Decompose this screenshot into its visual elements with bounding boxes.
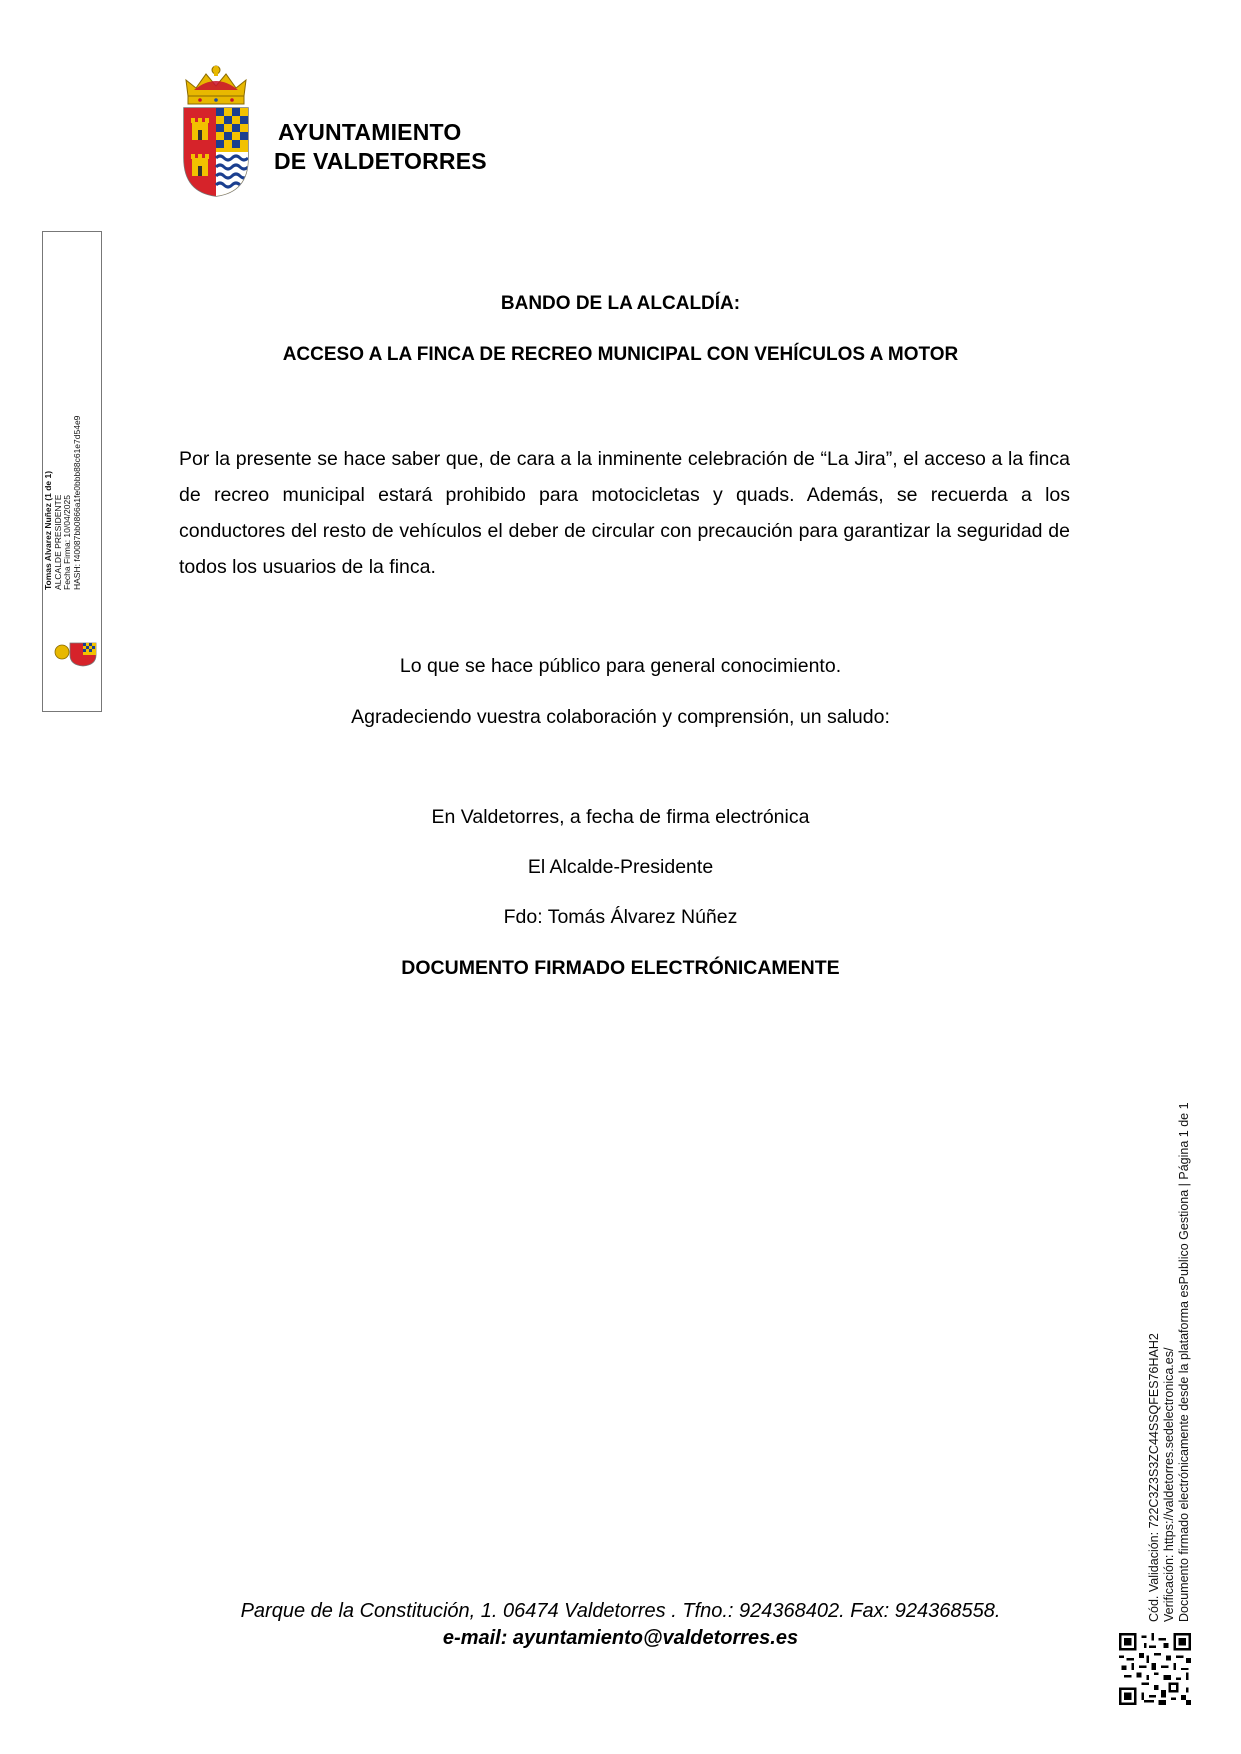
verification-block [1147,1102,1199,1622]
coat-of-arms-icon [180,62,252,198]
signature-date: Fecha Firma: 10/04/2025 [62,495,72,590]
closing-line-2: Agradeciendo vuestra colaboración y comprensión, un saludo: [351,706,890,728]
signed-notice: DOCUMENTO FIRMADO ELECTRÓNICAMENTE [401,957,840,979]
organization-name-line2: DE VALDETORRES [274,148,487,174]
signature-hash: HASH: f40087bb0866a1fe0bbb88c61e7d54e9 [71,415,82,590]
footer-email: e-mail: ayuntamiento@valdetorres.es [442,1627,799,1649]
signed-by: Fdo: Tomás Álvarez Núñez [503,906,738,928]
signer-name: Tomas Alvarez Nuñez (1 de 1) [43,470,53,590]
platform-note: Documento firmado electrónicamente desde la plataforma esPublico Gestiona | Página 1 de 1 [1177,1102,1191,1622]
validation-code: Cód. Validación: 722C3Z3S3ZC44SSQFES76HAH2 [1147,1333,1161,1622]
closing-line-1: Lo que se hace público para general conocimiento. [399,655,842,677]
organization-name-line1: AYUNTAMIENTO [278,119,462,145]
verification-url: Verificación: https://valdetorres.sedelectronica.es/ [1162,1347,1176,1622]
signer-role: ALCALDE PRESIDENTE [52,494,63,590]
signature-details [44,370,100,590]
footer-address: Parque de la Constitución, 1. 06474 Valdetorres . Tfno.: 924368402. Fax: 924368558. [240,1600,1001,1622]
place-date: En Valdetorres, a fecha de firma electrónica [431,806,810,828]
document-subtitle: ACCESO A LA FINCA DE RECREO MUNICIPAL CON VEHÍCULOS A MOTOR [282,344,959,365]
signer-role-text: El Alcalde-Presidente [527,856,714,878]
body-paragraph: Por la presente se hace saber que, de cara a la inminente celebración de “La Jira”, el acceso a la finca de recreo municipal estará prohibido para motocicletas y quads. Además, se recuerda a los conductores del resto de vehículos el deber de circular con precaución para garantizar la seguridad de todos los usuarios de la finca. [179,448,1070,578]
document-title: BANDO DE LA ALCALDÍA: [500,293,741,314]
